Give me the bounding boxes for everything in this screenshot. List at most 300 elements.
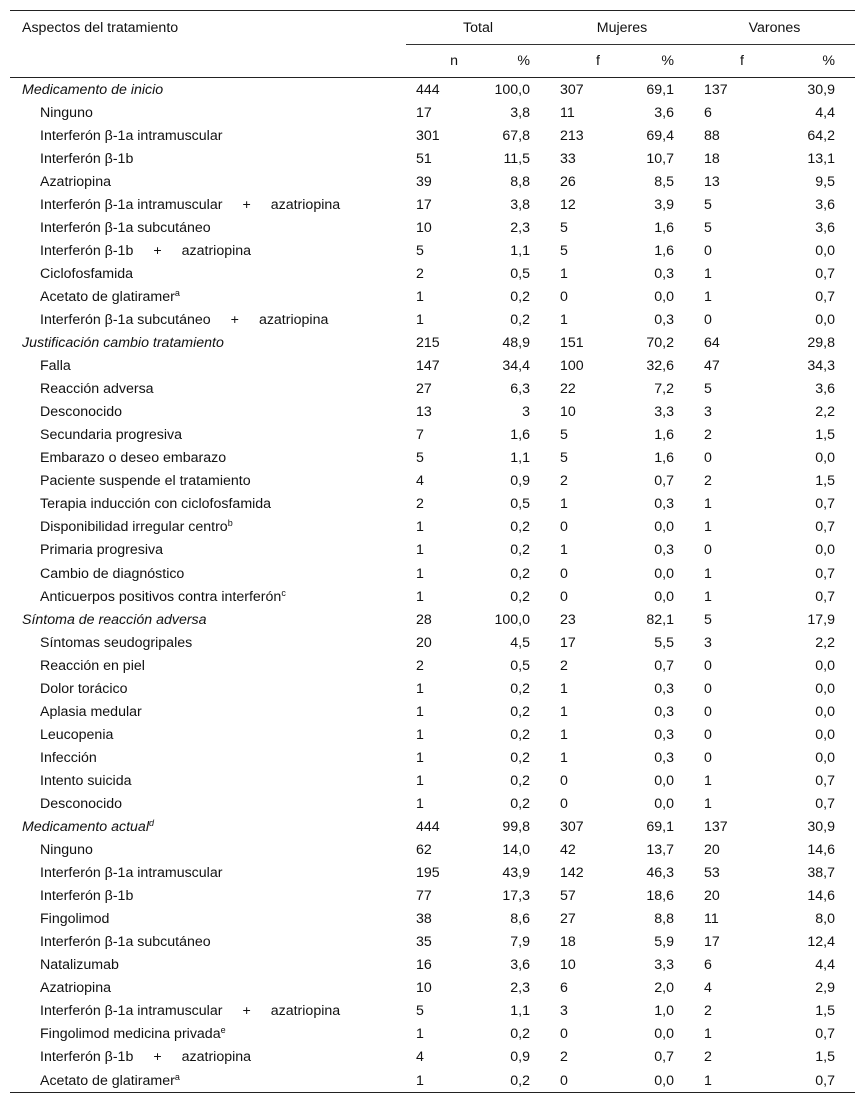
- row-label: [10, 885, 406, 908]
- cell-varones-pct: 0,0: [815, 450, 836, 467]
- subcol-varones-f: f: [694, 45, 764, 78]
- row-label-text: Interferón β-1a subcutáneo: [40, 934, 211, 951]
- cell-total-pct: 0,2: [510, 726, 530, 743]
- row-label-text: Interferón β-1a subcutáneo: [40, 219, 211, 236]
- cell-mujeres-pct: 5,9: [654, 934, 674, 951]
- cell-mujeres-pct: 0,0: [654, 519, 674, 536]
- cell-varones-pct: 0,0: [815, 657, 836, 674]
- cell-mujeres-pct: 0,0: [654, 772, 674, 789]
- cell-mujeres-f: 0: [560, 1026, 568, 1043]
- table-row: [10, 147, 855, 170]
- row-label-text: Ninguno: [40, 104, 93, 121]
- row-label-combination: azatriopina: [270, 1003, 341, 1020]
- cell-total-pct: 0,2: [510, 703, 530, 720]
- cell-varones-pct: 0,7: [815, 265, 836, 282]
- cell-total-n: 1: [416, 726, 424, 743]
- row-label-text: Interferón β-1a intramuscular: [40, 196, 223, 213]
- row-label: [10, 1069, 406, 1093]
- cell-mujeres-f: 1: [560, 726, 568, 743]
- cell-total-n: 5: [416, 450, 424, 467]
- cell-mujeres-pct: 2,0: [654, 980, 674, 997]
- cell-varones-f: 6: [704, 104, 712, 121]
- cell-total-pct: 0,2: [510, 795, 530, 812]
- cell-varones-pct: 0,7: [815, 588, 836, 605]
- cell-varones-pct: 0,7: [815, 772, 836, 789]
- cell-varones-f: 0: [704, 311, 712, 328]
- row-label: [10, 216, 406, 239]
- cell-varones-pct: 0,7: [815, 565, 836, 582]
- table-row: [10, 1023, 855, 1046]
- cell-mujeres-f: 5: [560, 427, 568, 444]
- row-label-text: Paciente suspende el tratamiento: [40, 473, 251, 490]
- row-label: [10, 769, 406, 792]
- header-group-total: Total: [406, 11, 550, 45]
- cell-mujeres-pct: 18,6: [646, 888, 674, 905]
- cell-varones-f: 13: [704, 173, 720, 190]
- cell-mujeres-pct: 0,3: [654, 726, 674, 743]
- row-label-text: Aplasia medular: [40, 703, 142, 720]
- cell-varones-pct: 30,9: [807, 819, 836, 836]
- row-label-text: Interferón β-1b: [40, 150, 134, 167]
- table-row: [10, 700, 855, 723]
- cell-total-n: 5: [416, 1003, 424, 1020]
- cell-mujeres-f: 0: [560, 795, 568, 812]
- row-label-text: Natalizumab: [40, 957, 119, 974]
- row-label-text: Interferón β-1b: [40, 242, 134, 259]
- cell-total-pct: 0,2: [510, 749, 530, 766]
- row-label-text: Medicamento de inicio: [22, 81, 164, 98]
- cell-total-n: 16: [416, 957, 432, 974]
- cell-total-n: 147: [416, 358, 440, 375]
- cell-total-pct: 0,2: [510, 288, 530, 305]
- cell-varones-f: 137: [704, 819, 728, 836]
- cell-mujeres-f: 1: [560, 265, 568, 282]
- cell-mujeres-f: 307: [560, 81, 584, 98]
- table-row: [10, 355, 855, 378]
- cell-total-pct: 7,9: [510, 934, 530, 951]
- row-label-combination: azatriopina: [270, 196, 341, 213]
- cell-varones-f: 2: [704, 1003, 712, 1020]
- row-label-text: Interferón β-1a subcutáneo: [40, 311, 211, 328]
- cell-varones-f: 2: [704, 1049, 712, 1066]
- cell-mujeres-f: 18: [560, 934, 576, 951]
- subcol-total-pct: %: [478, 45, 550, 78]
- table-row: [10, 539, 855, 562]
- plus-sign: +: [242, 1003, 251, 1020]
- cell-varones-f: 5: [704, 611, 712, 628]
- cell-mujeres-pct: 3,6: [654, 104, 674, 121]
- cell-mujeres-f: 0: [560, 288, 568, 305]
- footnote-marker: c: [281, 587, 286, 598]
- cell-mujeres-pct: 3,3: [654, 957, 674, 974]
- table-row: [10, 401, 855, 424]
- cell-mujeres-pct: 13,7: [646, 842, 674, 859]
- cell-varones-f: 5: [704, 219, 712, 236]
- row-label: [10, 539, 406, 562]
- cell-mujeres-f: 6: [560, 980, 568, 997]
- cell-total-pct: 1,1: [510, 450, 530, 467]
- row-label: [10, 723, 406, 746]
- table-row: [10, 562, 855, 585]
- row-label-text: Reacción en piel: [40, 657, 145, 674]
- cell-varones-pct: 0,0: [815, 311, 836, 328]
- cell-varones-pct: 64,2: [807, 127, 836, 144]
- category-row: [10, 332, 855, 355]
- row-label: [10, 101, 406, 124]
- cell-varones-pct: 0,0: [815, 542, 836, 559]
- cell-varones-pct: 34,3: [807, 358, 836, 375]
- cell-mujeres-f: 0: [560, 588, 568, 605]
- cell-mujeres-pct: 0,3: [654, 542, 674, 559]
- header-row-groups: [10, 11, 855, 45]
- table-row: [10, 585, 855, 608]
- row-label-text: Síntomas seudogripales: [40, 634, 193, 651]
- cell-varones-f: 0: [704, 450, 712, 467]
- row-label-text: Interferón β-1b: [40, 888, 134, 905]
- row-label-text: Ciclofosfamida: [40, 265, 134, 282]
- cell-mujeres-pct: 0,7: [654, 473, 674, 490]
- cell-mujeres-f: 2: [560, 473, 568, 490]
- cell-total-n: 10: [416, 980, 432, 997]
- cell-varones-pct: 1,5: [815, 1049, 836, 1066]
- row-label-text: Disponibilidad irregular centro: [40, 519, 228, 536]
- cell-varones-f: 18: [704, 150, 720, 167]
- row-label: [10, 401, 406, 424]
- row-label-text: Leucopenia: [40, 726, 114, 743]
- cell-total-n: 301: [416, 127, 440, 144]
- row-label: [10, 954, 406, 977]
- table-row: [10, 216, 855, 239]
- row-label-text: Síntoma de reacción adversa: [22, 611, 207, 628]
- cell-mujeres-pct: 69,1: [646, 81, 674, 98]
- row-label: [10, 378, 406, 401]
- cell-varones-f: 3: [704, 404, 712, 421]
- row-label: [10, 124, 406, 147]
- cell-mujeres-f: 3: [560, 1003, 568, 1020]
- row-label: [10, 746, 406, 769]
- cell-total-pct: 0,5: [510, 496, 530, 513]
- row-label-text: Interferón β-1a intramuscular: [40, 865, 223, 882]
- cell-varones-f: 11: [704, 911, 719, 928]
- cell-mujeres-f: 23: [560, 611, 576, 628]
- footnote-marker: a: [174, 287, 180, 298]
- cell-varones-pct: 0,0: [815, 703, 836, 720]
- header-group-mujeres: Mujeres: [550, 11, 694, 45]
- cell-varones-pct: 9,5: [815, 173, 836, 190]
- row-label-text: Fingolimod: [40, 911, 110, 928]
- cell-varones-pct: 17,9: [807, 611, 836, 628]
- row-label: [10, 193, 406, 216]
- footnote-marker: a: [174, 1071, 180, 1082]
- table-row: [10, 262, 855, 285]
- cell-varones-f: 0: [704, 726, 712, 743]
- row-label-text: Ninguno: [40, 842, 93, 859]
- cell-varones-f: 5: [704, 196, 712, 213]
- cell-mujeres-pct: 8,8: [654, 911, 674, 928]
- table-row: [10, 516, 855, 539]
- cell-varones-pct: 0,7: [815, 1026, 836, 1043]
- cell-mujeres-pct: 1,6: [654, 427, 674, 444]
- cell-total-n: 17: [416, 196, 432, 213]
- cell-total-pct: 0,2: [510, 1026, 530, 1043]
- cell-varones-f: 137: [704, 81, 728, 98]
- cell-total-n: 7: [416, 427, 424, 444]
- row-label-text: Interferón β-1a intramuscular: [40, 1003, 223, 1020]
- row-label: [10, 654, 406, 677]
- cell-varones-pct: 2,9: [815, 980, 836, 997]
- cell-total-n: 77: [416, 888, 432, 905]
- cell-total-n: 2: [416, 265, 424, 282]
- cell-total-pct: 0,9: [510, 1049, 530, 1066]
- cell-varones-f: 53: [704, 865, 720, 882]
- cell-total-n: 444: [416, 819, 440, 836]
- cell-varones-f: 1: [704, 565, 712, 582]
- cell-mujeres-f: 5: [560, 450, 568, 467]
- cell-varones-f: 0: [704, 680, 712, 697]
- row-label: [10, 931, 406, 954]
- table-row: [10, 193, 855, 216]
- cell-total-n: 2: [416, 657, 424, 674]
- cell-mujeres-f: 307: [560, 819, 584, 836]
- row-label-text: Reacción adversa: [40, 381, 154, 398]
- treatment-table: [10, 10, 855, 1093]
- cell-total-pct: 34,4: [502, 358, 530, 375]
- cell-total-n: 51: [416, 150, 432, 167]
- cell-varones-f: 1: [704, 772, 712, 789]
- cell-varones-f: 4: [704, 980, 712, 997]
- cell-mujeres-pct: 0,7: [654, 1049, 674, 1066]
- cell-total-pct: 3,8: [510, 196, 530, 213]
- cell-varones-f: 47: [704, 358, 720, 375]
- row-label: [10, 1000, 406, 1023]
- cell-varones-f: 1: [704, 519, 712, 536]
- row-label: [10, 908, 406, 931]
- cell-total-n: 1: [416, 288, 424, 305]
- row-label-text: Azatriopina: [40, 980, 111, 997]
- row-label-text: Falla: [40, 358, 71, 375]
- cell-total-pct: 0,2: [510, 680, 530, 697]
- cell-mujeres-pct: 70,2: [646, 335, 674, 352]
- cell-mujeres-pct: 0,3: [654, 680, 674, 697]
- table-row: [10, 769, 855, 792]
- cell-total-pct: 99,8: [502, 819, 530, 836]
- row-label: [10, 262, 406, 285]
- cell-total-pct: 17,3: [502, 888, 530, 905]
- cell-total-pct: 2,3: [510, 219, 530, 236]
- cell-total-n: 1: [406, 1069, 478, 1093]
- row-label-text: Interferón β-1b: [40, 1049, 134, 1066]
- cell-mujeres-f: 27: [560, 911, 576, 928]
- cell-mujeres-pct: 69,4: [646, 127, 674, 144]
- cell-mujeres-f: 1: [560, 680, 568, 697]
- cell-total-n: 1: [416, 542, 424, 559]
- cell-total-pct: 3,6: [510, 957, 530, 974]
- cell-varones-pct: 1,5: [815, 427, 836, 444]
- table-row: [10, 977, 855, 1000]
- cell-mujeres-f: 2: [560, 657, 568, 674]
- cell-mujeres-pct: 0,0: [654, 565, 674, 582]
- cell-mujeres-pct: 46,3: [646, 865, 674, 882]
- cell-mujeres-f: 10: [560, 957, 576, 974]
- cell-total-n: 35: [416, 934, 432, 951]
- table-row: [10, 1000, 855, 1023]
- cell-total-pct: 0,9: [510, 473, 530, 490]
- cell-total-n: 13: [416, 404, 432, 421]
- row-label: [10, 147, 406, 170]
- table-row: [10, 308, 855, 331]
- header-row-subcols: [10, 45, 855, 78]
- row-label: [10, 862, 406, 885]
- cell-varones-f: 3: [704, 634, 712, 651]
- cell-varones-pct: 13,1: [807, 150, 836, 167]
- subcol-mujeres-pct: %: [620, 45, 694, 78]
- cell-mujeres-f: 142: [560, 865, 584, 882]
- cell-total-pct: 100,0: [494, 611, 530, 628]
- cell-total-pct: 0,2: [510, 588, 530, 605]
- cell-total-pct: 1,6: [510, 427, 530, 444]
- cell-mujeres-f: 17: [560, 634, 576, 651]
- row-label: [10, 700, 406, 723]
- cell-total-pct: 0,5: [510, 657, 530, 674]
- row-label-combination: azatriopina: [181, 242, 252, 259]
- row-label-text: Primaria progresiva: [40, 542, 163, 559]
- cell-varones-f: 1: [694, 1069, 764, 1093]
- cell-varones-pct: 14,6: [807, 842, 836, 859]
- plus-sign: +: [153, 242, 162, 259]
- cell-varones-pct: 0,0: [815, 726, 836, 743]
- cell-mujeres-pct: 1,0: [654, 1003, 674, 1020]
- cell-varones-pct: 3,6: [815, 219, 836, 236]
- table-row: [10, 746, 855, 769]
- cell-varones-pct: 8,0: [815, 911, 836, 928]
- cell-total-n: 444: [416, 81, 440, 98]
- treatment-table-container: [10, 10, 855, 1093]
- cell-mujeres-pct: 69,1: [646, 819, 674, 836]
- row-label: [10, 308, 406, 331]
- table-row: [10, 239, 855, 262]
- cell-total-n: 1: [416, 311, 424, 328]
- cell-total-n: 4: [416, 473, 424, 490]
- cell-varones-f: 64: [704, 335, 720, 352]
- cell-total-n: 39: [416, 173, 432, 190]
- cell-mujeres-f: 12: [560, 196, 576, 213]
- table-row: [10, 447, 855, 470]
- table-row: [10, 862, 855, 885]
- cell-mujeres-f: 22: [560, 381, 576, 398]
- cell-mujeres-pct: 0,0: [620, 1069, 694, 1093]
- cell-total-n: 28: [416, 611, 432, 628]
- cell-total-n: 10: [416, 219, 432, 236]
- cell-total-n: 1: [416, 680, 424, 697]
- row-label-text: Anticuerpos positivos contra interferón: [40, 588, 282, 605]
- cell-varones-pct: 12,4: [807, 934, 836, 951]
- cell-total-pct: 2,3: [510, 980, 530, 997]
- cell-varones-f: 0: [704, 657, 712, 674]
- cell-varones-f: 1: [704, 588, 712, 605]
- cell-varones-pct: 0,7: [764, 1069, 855, 1093]
- cell-total-n: 62: [416, 842, 432, 859]
- row-label: [10, 631, 406, 654]
- table-row: [10, 1046, 855, 1069]
- row-label: [10, 1046, 406, 1069]
- row-label: [10, 285, 406, 308]
- table-body: [10, 78, 855, 1093]
- subcol-total-n: n: [406, 45, 478, 78]
- cell-total-n: 1: [416, 749, 424, 766]
- cell-total-pct: 100,0: [494, 81, 530, 98]
- cell-mujeres-f: 10: [560, 404, 576, 421]
- cell-mujeres-f: 2: [560, 1049, 568, 1066]
- cell-mujeres-pct: 0,0: [654, 288, 674, 305]
- footnote-marker: e: [220, 1025, 226, 1036]
- cell-total-pct: 0,2: [510, 519, 530, 536]
- cell-total-pct: 8,8: [510, 173, 530, 190]
- cell-total-n: 2: [416, 496, 424, 513]
- cell-varones-f: 6: [704, 957, 712, 974]
- cell-total-pct: 48,9: [502, 335, 530, 352]
- cell-varones-pct: 1,5: [815, 473, 836, 490]
- cell-total-pct: 0,2: [510, 542, 530, 559]
- row-label-text: Justificación cambio tratamiento: [22, 335, 224, 352]
- header-group-varones: Varones: [694, 11, 855, 45]
- cell-mujeres-pct: 0,3: [654, 496, 674, 513]
- table-row: [10, 170, 855, 193]
- cell-mujeres-f: 5: [560, 242, 568, 259]
- cell-total-pct: 3,8: [510, 104, 530, 121]
- footnote-marker: d: [148, 818, 154, 829]
- row-label: [10, 792, 406, 815]
- cell-mujeres-f: 213: [560, 127, 584, 144]
- table-row: [10, 124, 855, 147]
- row-label: [10, 493, 406, 516]
- row-label: [10, 332, 406, 355]
- cell-varones-f: 88: [704, 127, 720, 144]
- row-label-text: Azatriopina: [40, 173, 111, 190]
- cell-varones-pct: 14,6: [807, 888, 836, 905]
- cell-mujeres-f: 1: [560, 542, 568, 559]
- cell-mujeres-f: 26: [560, 173, 576, 190]
- row-label: [10, 516, 406, 539]
- cell-mujeres-f: 0: [560, 519, 568, 536]
- category-row: [10, 78, 855, 102]
- header-aspect: Aspectos del tratamiento: [10, 11, 406, 45]
- cell-total-pct: 11,5: [503, 150, 530, 167]
- cell-mujeres-f: 1: [560, 703, 568, 720]
- row-label: [10, 239, 406, 262]
- cell-varones-pct: 3,6: [815, 196, 836, 213]
- cell-varones-pct: 2,2: [815, 634, 836, 651]
- row-label-text: Dolor torácico: [40, 680, 128, 697]
- cell-mujeres-pct: 5,5: [654, 634, 674, 651]
- row-label: [10, 447, 406, 470]
- cell-mujeres-pct: 0,3: [654, 265, 674, 282]
- cell-total-pct: 8,6: [510, 911, 530, 928]
- table-row: [10, 885, 855, 908]
- row-label-text: Infección: [40, 749, 97, 766]
- cell-total-pct: 67,8: [502, 127, 530, 144]
- cell-varones-pct: 30,9: [807, 81, 836, 98]
- table-row: [10, 908, 855, 931]
- table-row: [10, 931, 855, 954]
- row-label: [10, 562, 406, 585]
- cell-varones-pct: 3,6: [815, 381, 836, 398]
- row-label-text: Embarazo o deseo embarazo: [40, 450, 227, 467]
- table-row: [10, 1069, 855, 1093]
- cell-varones-pct: 0,0: [815, 749, 836, 766]
- cell-mujeres-pct: 0,0: [654, 795, 674, 812]
- cell-varones-f: 5: [704, 381, 712, 398]
- cell-total-n: 20: [416, 634, 432, 651]
